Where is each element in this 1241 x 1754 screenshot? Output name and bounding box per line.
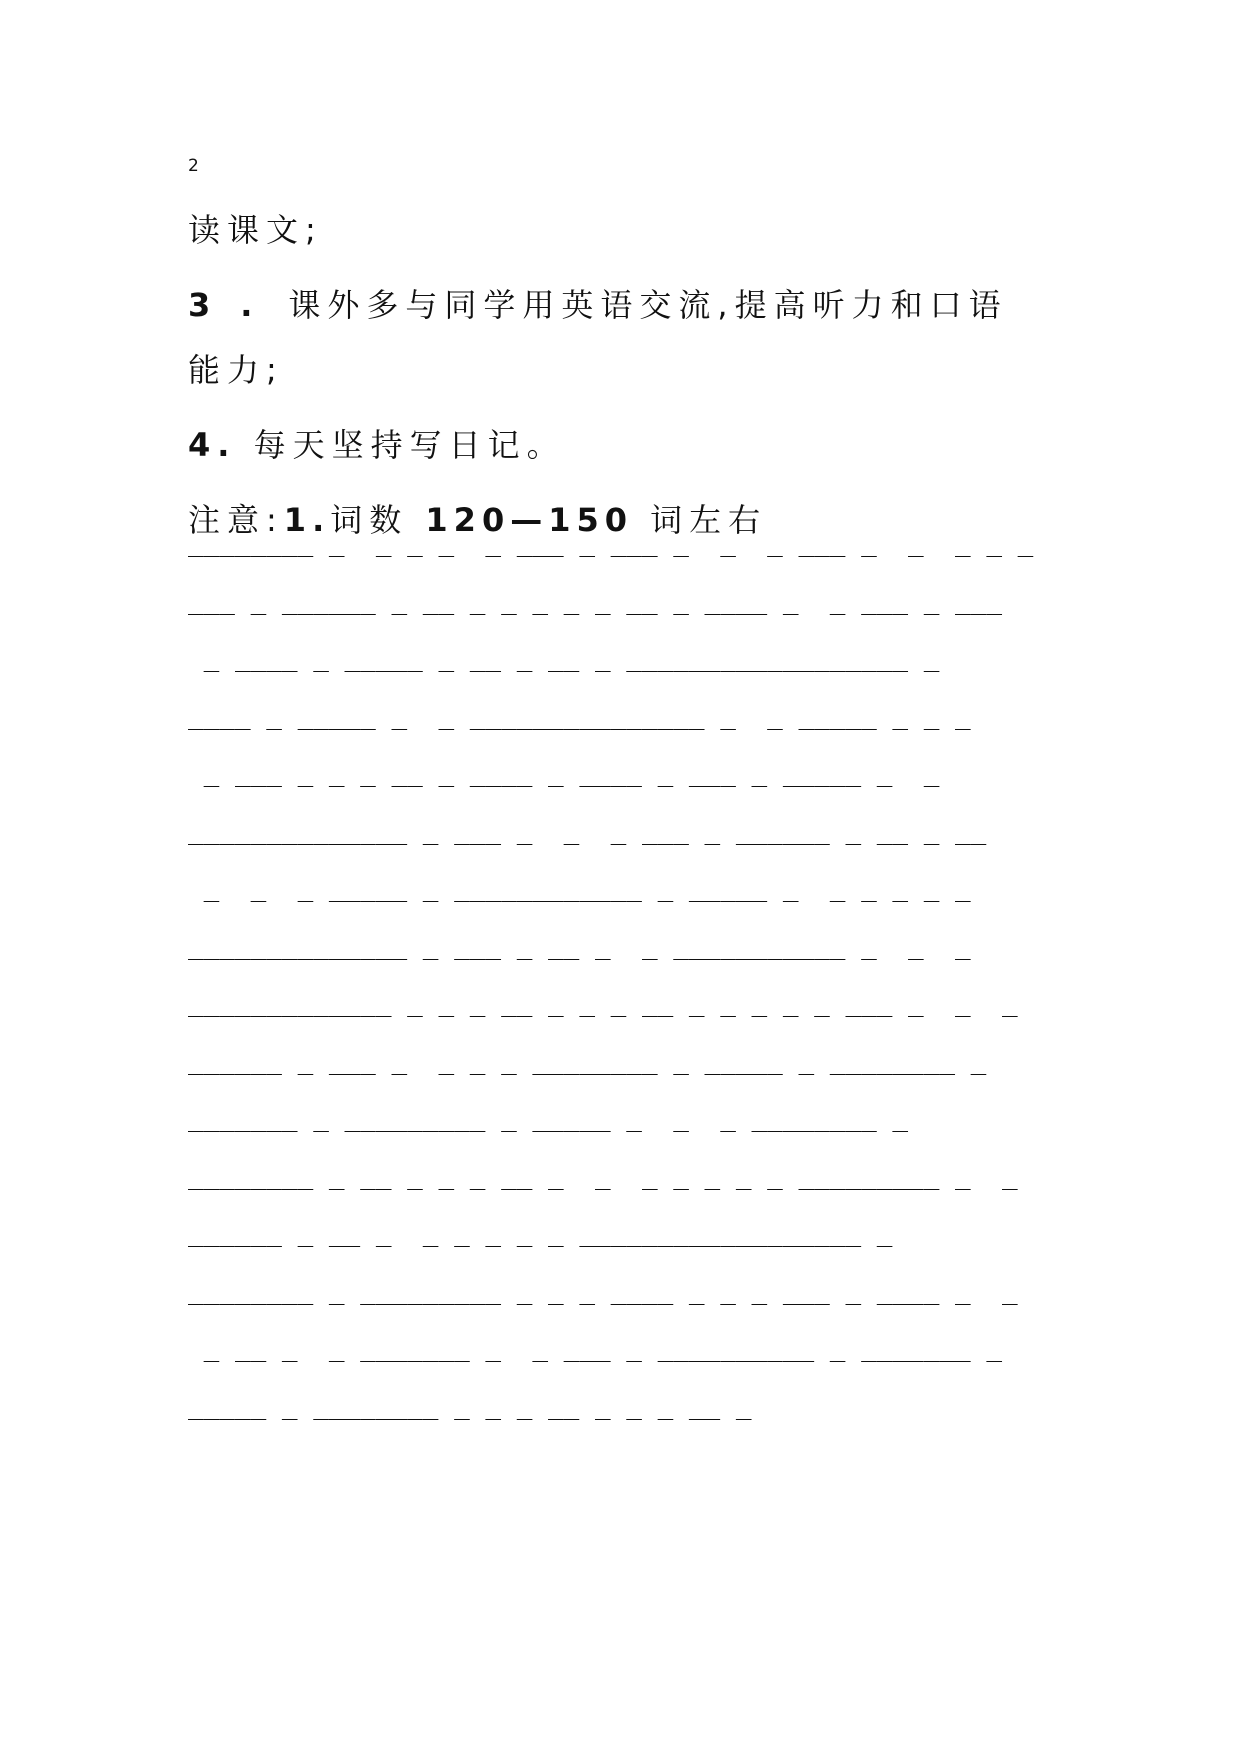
list-item-3-text: 课外多与同学用英语交流,提高听力和口语 bbox=[288, 286, 1008, 324]
note-number: 1. bbox=[283, 501, 331, 539]
blank-line: ________ _ __ _ _ _ __ _ _ _ _ _ _ _ _________ _ _ bbox=[188, 1161, 1018, 1191]
blank-line: ______ _ ___ _ _ _ _ ________ _ _____ _ ________ _ bbox=[188, 1046, 987, 1076]
list-item-4-number: 4. bbox=[188, 426, 237, 464]
blank-line: _______ _ _________ _ _____ _ _ _ ________ _ bbox=[188, 1103, 909, 1133]
note-text-b: 词左右 bbox=[650, 501, 768, 539]
note-prefix: 注意: bbox=[188, 501, 284, 539]
blank-line: _____ _ ________ _ _ _ __ _ _ _ __ _ bbox=[188, 1391, 752, 1421]
list-item-3-continuation: 能力; bbox=[188, 351, 284, 389]
blank-line: _____________ _ _ _ __ _ _ _ __ _ _ _ _ _ ___ _ _ _ bbox=[188, 988, 1018, 1018]
list-item-3-dot: . bbox=[240, 286, 253, 324]
blank-line: ____ _ _____ _ _ _______________ _ _ _____ _ _ _ bbox=[188, 701, 971, 731]
page-number: 2 bbox=[188, 156, 199, 176]
list-item-4-text: 每天坚持写日记。 bbox=[253, 426, 566, 464]
blank-line: ___ _ ______ _ __ _ _ _ _ _ __ _ ____ _ _ ___ _ ___ bbox=[188, 586, 1002, 616]
blank-line: ______________ _ ___ _ __ _ _ ___________ _ _ _ bbox=[188, 931, 971, 961]
list-item-3-number: 3 bbox=[188, 286, 211, 324]
blank-line: _ __ _ _ _______ _ _ ___ _ __________ _ _______ _ bbox=[188, 1333, 1002, 1363]
blank-line: _ ___ _ _ _ __ _ ____ _ ____ _ ___ _ _____ _ _ bbox=[188, 758, 940, 788]
note-word-range: 120—150 bbox=[425, 501, 633, 539]
blank-line: _ ____ _ _____ _ __ _ __ _ __________________ _ bbox=[188, 643, 940, 673]
blank-line: ______ _ __ _ _ _ _ _ _ __________________ _ bbox=[188, 1218, 893, 1248]
text-line-read-text: 读课文; bbox=[188, 211, 323, 249]
blank-line: ________ _ _ _ _ _ ___ _ ___ _ _ _ ___ _ _ _ _ _ bbox=[188, 528, 1034, 558]
blank-line: _ _ _ _____ _ ____________ _ _____ _ _ _ _ _ _ bbox=[188, 873, 971, 903]
note-text-a: 词数 bbox=[330, 501, 409, 539]
blank-line: ______________ _ ___ _ _ _ ___ _ ______ _ __ _ __ bbox=[188, 816, 987, 846]
blank-line: ________ _ _________ _ _ _ ____ _ _ _ ___ _ ____ _ _ bbox=[188, 1276, 1018, 1306]
